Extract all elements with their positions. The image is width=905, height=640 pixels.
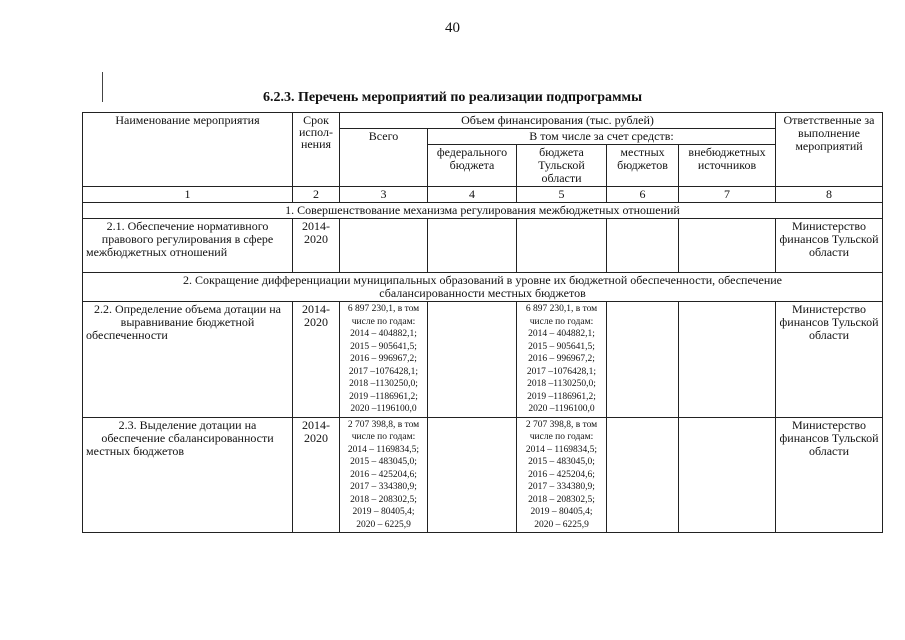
- regional-line: 2020 –1196100,0: [528, 404, 595, 414]
- federal-cell: [428, 219, 517, 273]
- regional-line: 2019 –1186961,2;: [527, 391, 596, 402]
- regional-line: 2018 –1130250,0;: [527, 379, 596, 389]
- section-1-title: 1. Совершенствование механизма регулирования межбюджетных отношений: [83, 203, 883, 219]
- column-number: 8: [776, 187, 883, 203]
- total-line: 2019 – 80405,4;: [352, 507, 415, 517]
- total-line: 2 707 398,8, в том: [347, 419, 420, 430]
- regional-line: 2017 – 334380,9;: [528, 482, 595, 492]
- section-row: [83, 203, 883, 219]
- total-line: числе по годам:: [351, 316, 416, 327]
- page-title: 6.2.3. Перечень мероприятий по реализации подпрограммы: [262, 90, 643, 105]
- header-responsible: Ответственные за выполнение мероприятий: [776, 113, 883, 187]
- header-financing: Объем финансирования (тыс. рублей): [340, 113, 776, 129]
- responsible: Министерство финансов Тульской области: [776, 417, 883, 533]
- regional-cell: [517, 302, 607, 418]
- page-number: 40: [445, 20, 460, 36]
- total-line: 2016 – 996967,2;: [350, 354, 417, 364]
- header-term: Срок испол-нения: [293, 113, 340, 187]
- total-line: 2014 – 404882,1;: [350, 329, 417, 339]
- total-cell: [340, 417, 428, 533]
- regional-line: 2014 – 1169834,5;: [525, 444, 598, 455]
- header-name: Наименование мероприятия: [83, 113, 293, 187]
- regional-line: 2017 –1076428,1;: [526, 366, 597, 377]
- total-line: 6 897 230,1, в том: [347, 304, 420, 314]
- regional-line: 2018 – 208302,5;: [528, 494, 595, 505]
- local-cell: [607, 302, 679, 418]
- regional-line: 2020 – 6225,9: [534, 519, 589, 530]
- local-cell: [607, 417, 679, 533]
- federal-cell: [428, 302, 517, 418]
- activity-term: 2014-2020: [293, 219, 340, 273]
- total-line: 2017 – 334380,9;: [350, 482, 417, 492]
- total-cell: [340, 302, 428, 418]
- activity-term: 2014-2020: [293, 417, 340, 533]
- responsible: Министерство финансов Тульской области: [776, 219, 883, 273]
- regional-line: 6 897 230,1, в том: [525, 304, 598, 314]
- activity-name: 2.1. Обеспечение нормативного правового регулирования в сфере межбюджетных отношений: [83, 219, 293, 273]
- header-including: В том числе за счет средств:: [428, 129, 776, 145]
- column-number: 1: [83, 187, 293, 203]
- total-line: 2015 – 483045,0;: [350, 457, 417, 467]
- header-local: местных бюджетов: [607, 145, 679, 187]
- activity-term: 2014-2020: [293, 302, 340, 418]
- column-number: 2: [293, 187, 340, 203]
- total-line: 2020 –1196100,0: [350, 404, 417, 414]
- column-number: 4: [428, 187, 517, 203]
- total-line: 2015 – 905641,5;: [350, 341, 417, 352]
- federal-cell: [428, 417, 517, 533]
- regional-line: 2016 – 425204,6;: [528, 469, 595, 480]
- header-row-1: [83, 113, 883, 129]
- column-number-row: [83, 187, 883, 203]
- regional-line: 2016 – 996967,2;: [528, 354, 595, 364]
- regional-cell: [517, 417, 607, 533]
- regional-line: 2019 – 80405,4;: [530, 507, 593, 517]
- regional-line: числе по годам:: [529, 316, 594, 327]
- section-2-title: 2. Сокращение дифференциации муниципальных образований в уровне их бюджетной обеспеченности, обеспечение сбалансированности местных бюджетов: [83, 273, 883, 302]
- column-number: 5: [517, 187, 607, 203]
- total-cell: [340, 219, 428, 273]
- extra-cell: [679, 302, 776, 418]
- regional-line: числе по годам:: [529, 432, 594, 442]
- regional-cell: [517, 219, 607, 273]
- local-cell: [607, 219, 679, 273]
- regional-line: 2014 – 404882,1;: [528, 329, 595, 339]
- activity-name: 2.3. Выделение дотации на обеспечение сбалансированности местных бюджетов: [83, 417, 293, 533]
- total-line: числе по годам:: [351, 432, 416, 442]
- regional-line: 2 707 398,8, в том: [525, 419, 598, 430]
- total-line: 2018 – 208302,5;: [350, 494, 417, 505]
- total-line: 2016 – 425204,6;: [350, 469, 417, 480]
- total-line: 2018 –1130250,0;: [349, 379, 418, 389]
- activities-table: [82, 112, 883, 533]
- total-line: 2019 –1186961,2;: [349, 391, 418, 402]
- column-number: 6: [607, 187, 679, 203]
- regional-line: 2015 – 483045,0;: [528, 457, 595, 467]
- header-federal: федерального бюджета: [428, 145, 517, 187]
- section-row: [83, 273, 883, 302]
- header-total: Всего: [340, 129, 428, 187]
- header-extra: внебюджетных источников: [679, 145, 776, 187]
- table-row: [83, 417, 883, 533]
- responsible: Министерство финансов Тульской области: [776, 302, 883, 418]
- total-line: 2017 –1076428,1;: [348, 366, 419, 377]
- extra-cell: [679, 219, 776, 273]
- column-number: 7: [679, 187, 776, 203]
- regional-line: 2015 – 905641,5;: [528, 341, 595, 352]
- extra-cell: [679, 417, 776, 533]
- column-number: 3: [340, 187, 428, 203]
- activity-name: 2.2. Определение объема дотации на выравнивание бюджетной обеспеченности: [83, 302, 293, 418]
- header-regional: бюджета Тульской области: [517, 145, 607, 187]
- table-row: [83, 219, 883, 273]
- total-line: 2014 – 1169834,5;: [347, 444, 420, 455]
- total-line: 2020 – 6225,9: [356, 519, 411, 530]
- table-row: [83, 302, 883, 418]
